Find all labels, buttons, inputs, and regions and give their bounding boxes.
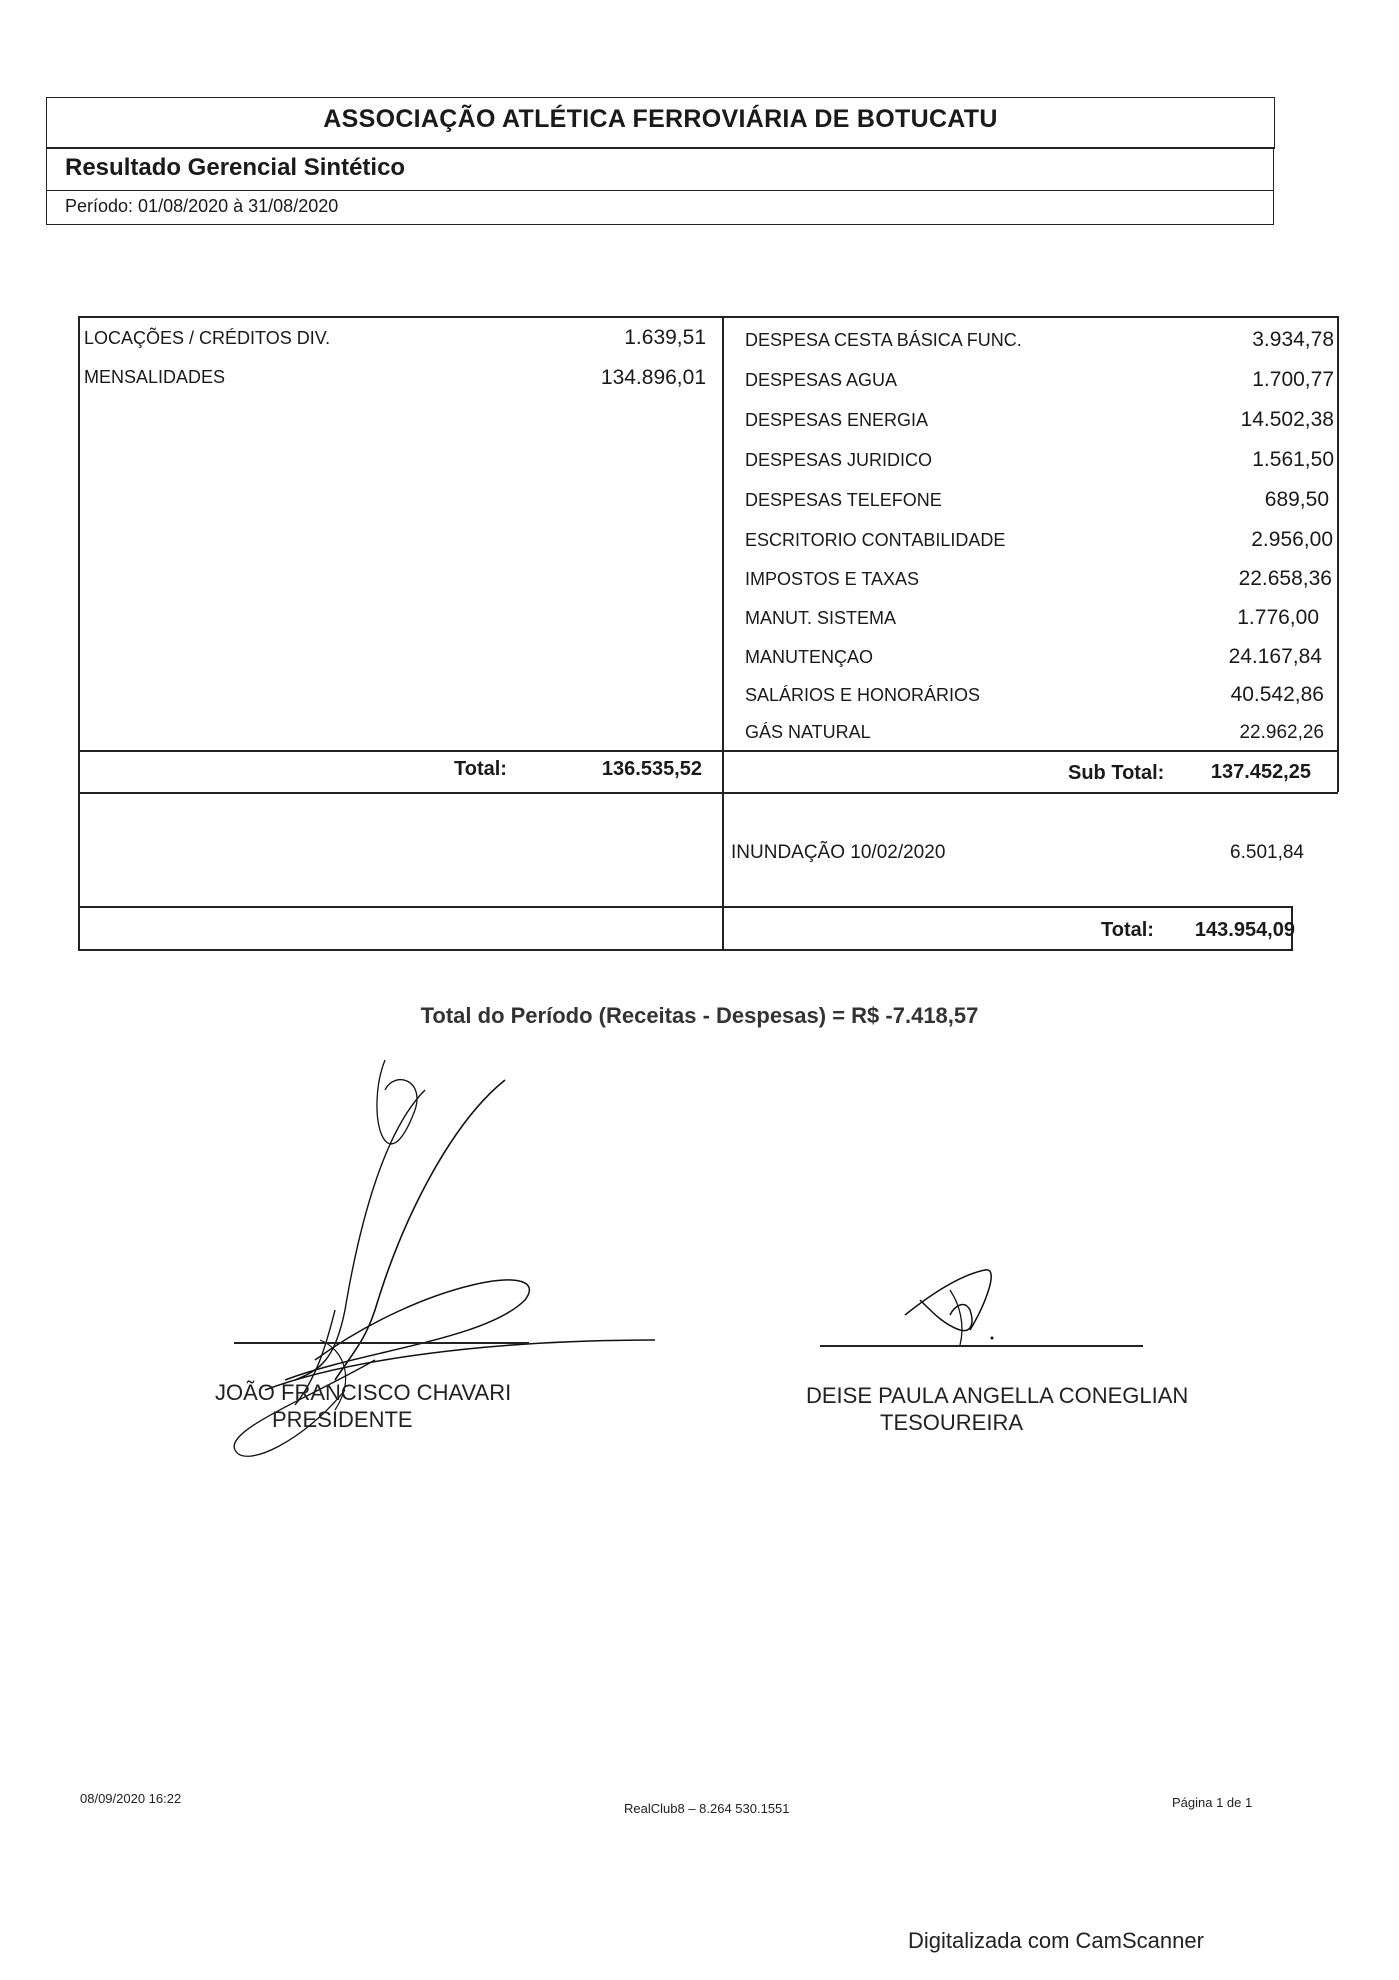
header-organization-box: [46, 97, 1275, 149]
treasurer-signature-line: [820, 1345, 1143, 1347]
despesa-value: 14.502,38: [1240, 408, 1334, 431]
footer-page: Página 1 de 1: [1172, 1795, 1253, 1810]
treasurer-name: DEISE PAULA ANGELLA CONEGLIAN: [806, 1383, 1189, 1408]
despesa-value: 1.776,00: [1237, 606, 1319, 629]
scanner-watermark: Digitalizada com CamScanner: [908, 1928, 1204, 1953]
receitas-total-label: Total:: [454, 758, 507, 780]
despesa-label: DESPESAS ENERGIA: [745, 410, 929, 430]
despesa-value: 2.956,00: [1251, 528, 1333, 551]
despesa-value: 1.700,77: [1252, 368, 1334, 391]
report-title: Resultado Gerencial Sintético: [65, 154, 406, 181]
receita-value: 134.896,01: [600, 366, 706, 389]
despesas-subtotal-value: 137.452,25: [1210, 761, 1311, 783]
despesa-label: ESCRITORIO CONTABILIDADE: [745, 530, 1006, 550]
despesas-total-label: Total:: [1101, 919, 1154, 941]
despesa-label: GÁS NATURAL: [745, 722, 871, 742]
period-result-label: Total do Período (Receitas - Despesas) = R$: [420, 1003, 880, 1028]
table-bottom-border: [78, 949, 1293, 951]
receitas-total-value: 136.535,52: [601, 758, 702, 780]
treasurer-role: TESOUREIRA: [880, 1410, 1024, 1435]
despesa-value: 24.167,84: [1228, 645, 1322, 668]
despesa-label: MANUTENÇAO: [745, 647, 874, 667]
despesa-label: DESPESA CESTA BÁSICA FUNC.: [745, 330, 1022, 350]
despesa-label: DESPESAS TELEFONE: [745, 490, 942, 510]
table-center-divider: [722, 316, 724, 950]
president-role: PRESIDENTE: [272, 1407, 413, 1432]
report-period: Período: 01/08/2020 à 31/08/2020: [65, 196, 339, 216]
despesas-total-value: 143.954,09: [1194, 919, 1295, 941]
despesa-label: DESPESAS JURIDICO: [745, 450, 933, 470]
receita-value: 1.639,51: [624, 326, 706, 349]
table-top-border: [78, 316, 1338, 318]
organization-name: ASSOCIAÇÃO ATLÉTICA FERROVIÁRIA DE BOTUCATU: [323, 105, 998, 133]
period-result: [0, 1003, 1399, 1029]
despesa-value: 1.561,50: [1252, 448, 1334, 471]
despesa-value: 3.934,78: [1252, 328, 1334, 351]
receita-label: MENSALIDADES: [84, 367, 226, 387]
table-left-border: [78, 316, 80, 950]
inundacao-value: 6.501,84: [1230, 842, 1304, 863]
despesa-value: 22.658,36: [1238, 567, 1332, 590]
inundacao-label: INUNDAÇÃO 10/02/2020: [731, 842, 946, 863]
despesa-label: SALÁRIOS E HONORÁRIOS: [745, 685, 981, 705]
footer-system: RealClub8 – 8.264 530.1551: [624, 1801, 790, 1816]
table-right-border: [1337, 316, 1339, 792]
subtotal-bottom-border: [78, 792, 1338, 794]
despesa-label: MANUT. SISTEMA: [745, 608, 897, 628]
despesa-label: DESPESAS AGUA: [745, 370, 898, 390]
period-result-value: -7.418,57: [885, 1003, 979, 1028]
receita-label: LOCAÇÕES / CRÉDITOS DIV.: [84, 328, 331, 348]
despesa-label: IMPOSTOS E TAXAS: [745, 569, 920, 589]
footer-timestamp: 08/09/2020 16:22: [80, 1791, 182, 1806]
subtotal-top-border: [78, 750, 1338, 752]
total-top-border: [78, 906, 1293, 908]
president-signature-line: [234, 1342, 529, 1344]
despesa-value: 689,50: [1264, 488, 1329, 511]
despesa-value: 22.962,26: [1239, 722, 1324, 743]
header-title-box: [46, 148, 1274, 191]
treasurer-signature: [890, 1255, 1030, 1365]
president-name: JOÃO FRANCISCO CHAVARI: [215, 1380, 512, 1405]
despesas-subtotal-label: Sub Total:: [1068, 762, 1165, 784]
despesa-value: 40.542,86: [1230, 683, 1324, 706]
header-period-box: [46, 191, 1274, 225]
